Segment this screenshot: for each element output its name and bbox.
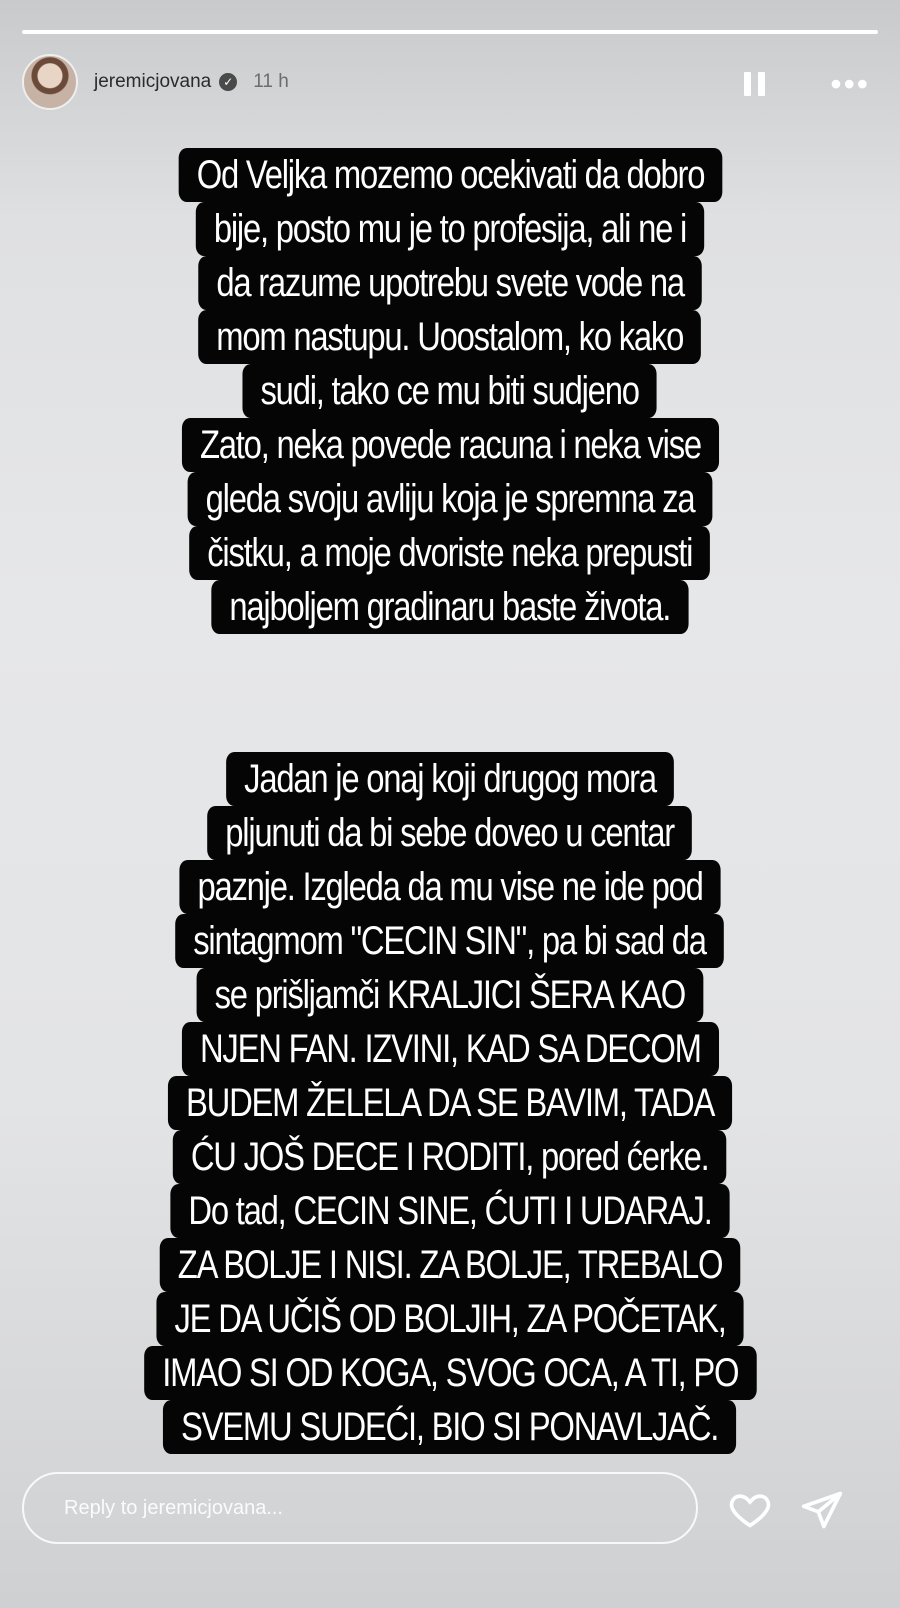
verified-badge-icon: ✓ — [219, 73, 237, 91]
timestamp: 11 h — [253, 71, 289, 92]
story-text-line: Zato, neka povede racuna i neka vise — [182, 418, 719, 472]
story-text-line: SVEMU SUDEĆI, BIO SI PONAVLJAČ. — [163, 1400, 736, 1454]
story-text-line: Od Veljka mozemo ocekivati da dobro — [178, 148, 722, 202]
story-text-line: BUDEM ŽELELA DA SE BAVIM, TADA — [168, 1076, 732, 1130]
story-text-line: mom nastupu. Uoostalom, ko kako — [199, 310, 702, 364]
story-progress-fill — [22, 30, 878, 34]
story-text-line: ĆU JOŠ DECE I RODITI, pored ćerke. — [173, 1130, 727, 1184]
reply-input[interactable] — [62, 1496, 626, 1521]
story-text-line: gleda svoju avliju koja je spremna za — [188, 472, 713, 526]
reply-bar[interactable] — [22, 1472, 698, 1544]
story-header — [22, 52, 878, 112]
send-icon[interactable] — [800, 1488, 844, 1532]
story-text-line: pljunuti da bi sebe doveo u centar — [208, 806, 693, 860]
story-text-line: se prišljamči KRALJICI ŠERA KAO — [197, 968, 704, 1022]
story-text-line: da razume upotrebu svete vode na — [198, 256, 702, 310]
more-options-icon[interactable]: ••• — [830, 66, 870, 102]
story-text-line: Jadan je onaj koji drugog mora — [226, 752, 674, 806]
story-text-line: NJEN FAN. IZVINI, KAD SA DECOM — [182, 1022, 719, 1076]
story-text-line: IMAO SI OD KOGA, SVOG OCA, A TI, PO — [144, 1346, 756, 1400]
avatar[interactable] — [22, 54, 78, 110]
story-text-line: najboljem gradinaru baste života. — [212, 580, 689, 634]
story-text-line: sudi, tako ce mu biti sudjeno — [243, 364, 657, 418]
username[interactable]: jeremicjovana — [94, 71, 212, 92]
story-text-line: sintagmom "CECIN SIN", pa bi sad da — [176, 914, 725, 968]
pause-icon[interactable] — [744, 72, 766, 96]
story-text-block-2 — [60, 752, 840, 1454]
story-text-line: ZA BOLJE I NISI. ZA BOLJE, TREBALO — [160, 1238, 741, 1292]
story-text-line: bije, posto mu je to profesija, ali ne i — [196, 202, 704, 256]
story-text-line: JE DA UČIŠ OD BOLJIH, ZA POČETAK, — [156, 1292, 743, 1346]
story-progress-bar — [22, 30, 878, 34]
story-text-block-1 — [60, 148, 840, 634]
story-text-line: Do tad, CECIN SINE, ĆUTI I UDARAJ. — [170, 1184, 729, 1238]
story-text-line: čistku, a moje dvoriste neka prepusti — [189, 526, 710, 580]
heart-icon[interactable] — [728, 1487, 772, 1531]
story-text-line: paznje. Izgleda da mu vise ne ide pod — [179, 860, 720, 914]
